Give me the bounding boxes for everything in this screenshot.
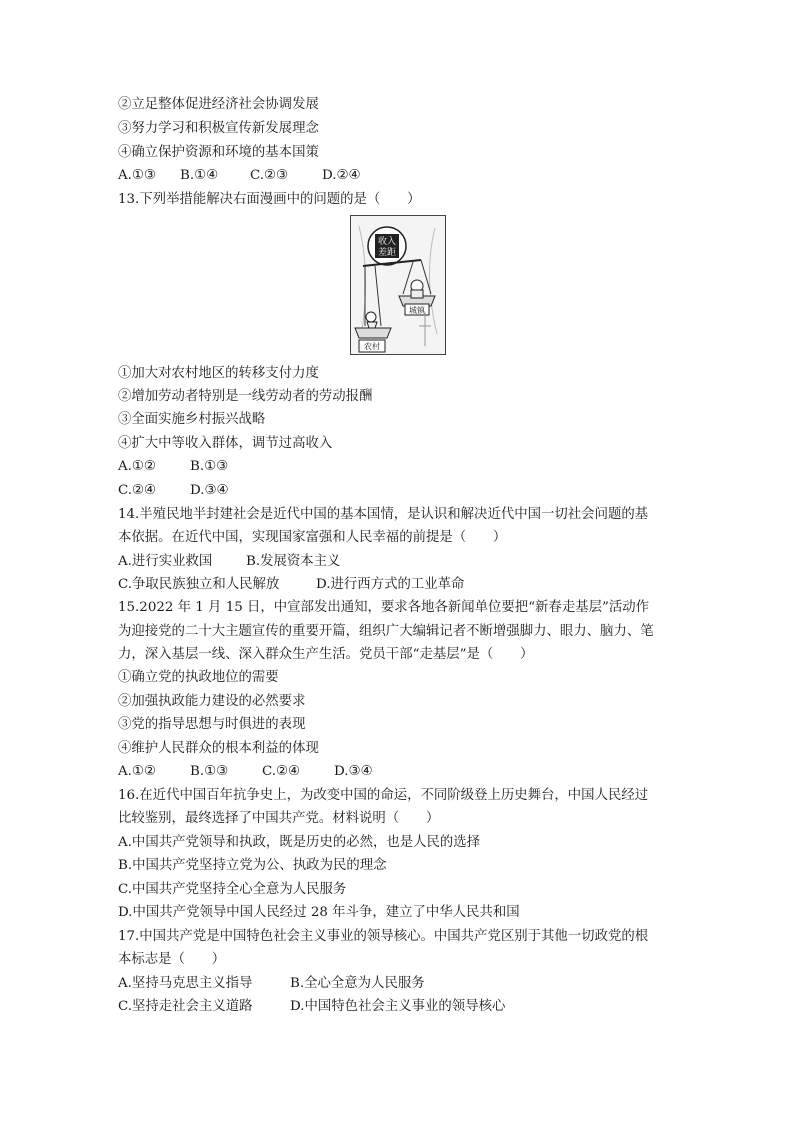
q12-option-c[interactable]: C.②③ xyxy=(250,168,289,183)
q14-stem-line1: 14.半殖民地半封建社会是近代中国的基本国情，是认识和解决近代中国一切社会问题的基 xyxy=(118,507,649,522)
q16-option-c[interactable]: C.中国共产党坚持全心全意为人民服务 xyxy=(118,882,347,897)
q15-item-1: ①确立党的执政地位的需要 xyxy=(118,670,279,685)
q17-option-b[interactable]: B.全心全意为人民服务 xyxy=(290,976,425,991)
q17-options-row1 xyxy=(118,974,425,994)
q13-option-b[interactable]: B.①③ xyxy=(190,459,229,474)
cartoon-title-line2: 差距 xyxy=(377,248,397,258)
q13-option-c[interactable]: C.②④ xyxy=(118,483,157,498)
q14-option-b[interactable]: B.发展资本主义 xyxy=(246,554,341,569)
q16-option-d[interactable]: D.中国共产党领导中国人民经过 28 年斗争，建立了中华人民共和国 xyxy=(118,905,520,920)
q17-option-a[interactable]: A.坚持马克思主义指导 xyxy=(118,976,253,991)
q16-option-b[interactable]: B.中国共产党坚持立党为公、执政为民的理念 xyxy=(118,858,387,873)
q14-option-d[interactable]: D.进行西方式的工业革命 xyxy=(316,577,465,592)
q17-stem-line2: 本标志是（ ） xyxy=(118,952,226,967)
q17-option-d[interactable]: D.中国特色社会主义事业的领导核心 xyxy=(290,999,506,1014)
q15-item-4: ④维护人民群众的根本利益的体现 xyxy=(118,741,319,756)
q16-stem-line1: 16.在近代中国百年抗争史上，为改变中国的命运，不同阶级登上历史舞台，中国人民经过 xyxy=(118,788,649,803)
q13-options-row1 xyxy=(118,457,228,477)
q15-stem-line1: 15.2022 年 1 月 15 日，中宣部发出通知，要求各地各新闻单位要把“新春走基层”活动作 xyxy=(118,600,650,615)
q14-options-row2 xyxy=(118,575,464,595)
q13-item-3: ③全面实施乡村振兴战略 xyxy=(118,412,266,427)
q12-item-3: ③努力学习和积极宣传新发展理念 xyxy=(118,121,319,136)
q12-option-d[interactable]: D.②④ xyxy=(322,168,361,183)
q15-option-b[interactable]: B.①③ xyxy=(190,764,229,779)
q13-option-a[interactable]: A.①② xyxy=(118,459,156,474)
income-gap-cartoon xyxy=(350,215,446,355)
q15-option-a[interactable]: A.①② xyxy=(118,764,156,779)
q12-option-a[interactable]: A.①③ xyxy=(118,168,156,183)
q15-option-c[interactable]: C.②④ xyxy=(262,764,301,779)
q15-option-d[interactable]: D.③④ xyxy=(334,764,373,779)
q15-options xyxy=(118,762,373,782)
q16-stem-line2: 比较鉴别，最终选择了中国共产党。材料说明（ ） xyxy=(118,811,440,826)
q13-item-2: ②增加劳动者特别是一线劳动者的劳动报酬 xyxy=(118,389,373,404)
q12-item-2: ②立足整体促进经济社会协调发展 xyxy=(118,97,319,112)
q12-item-4: ④确立保护资源和环境的基本国策 xyxy=(118,145,319,160)
q13-item-1: ①加大对农村地区的转移支付力度 xyxy=(118,366,319,381)
q13-options-row2 xyxy=(118,481,229,501)
q16-option-a[interactable]: A.中国共产党领导和执政，既是历史的必然，也是人民的选择 xyxy=(118,835,481,850)
q13-stem: 13.下列举措能解决右面漫画中的问题的是（ ） xyxy=(118,192,421,207)
left-pan-label: 农村 xyxy=(364,342,380,351)
q15-item-2: ②加强执政能力建设的必然要求 xyxy=(118,694,306,709)
q17-option-c[interactable]: C.坚持走社会主义道路 xyxy=(118,999,253,1014)
cartoon-title-line1: 收入 xyxy=(377,237,397,247)
q17-options-row2 xyxy=(118,997,505,1017)
q14-stem-line2: 本依据。在近代中国，实现国家富强和人民幸福的前提是（ ） xyxy=(118,530,507,545)
q14-option-a[interactable]: A.进行实业救国 xyxy=(118,554,213,569)
q14-options-row1 xyxy=(118,552,340,572)
q17-stem-line1: 17.中国共产党是中国特色社会主义事业的领导核心。中国共产党区别于其他一切政党的根 xyxy=(118,929,649,944)
q12-options xyxy=(118,166,361,186)
q14-option-c[interactable]: C.争取民族独立和人民解放 xyxy=(118,577,280,592)
q15-item-3: ③党的指导思想与时俱进的表现 xyxy=(118,717,306,732)
q15-stem-line2: 为迎接党的二十大主题宣传的重要开篇，组织广大编辑记者不断增强脚力、眼力、脑力、笔 xyxy=(118,624,654,639)
q12-option-b[interactable]: B.①④ xyxy=(180,168,219,183)
q13-item-4: ④扩大中等收入群体，调节过高收入 xyxy=(118,436,333,451)
q13-option-d[interactable]: D.③④ xyxy=(190,483,229,498)
q15-stem-line3: 力，深入基层一线、深入群众生产生活。党员干部“走基层”是（ ） xyxy=(118,647,534,662)
right-pan-label: 城镇 xyxy=(409,306,425,315)
